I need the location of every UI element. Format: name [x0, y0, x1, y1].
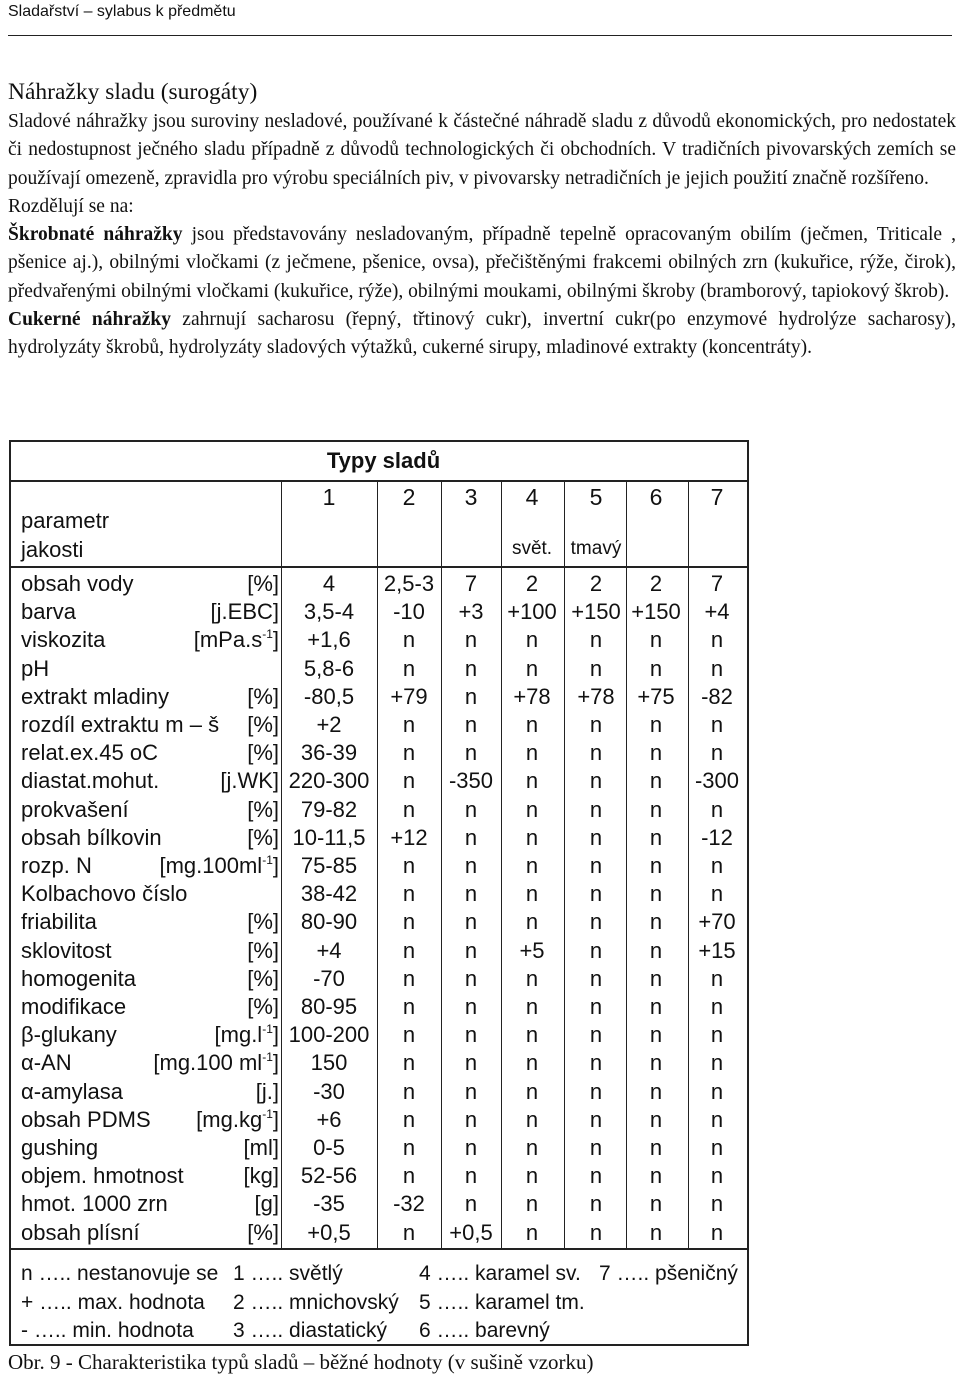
parameter-unit: [j.EBC] — [210, 599, 279, 625]
cell-value: n — [402, 1078, 416, 1104]
parameter-name: modifikace — [21, 994, 127, 1019]
cell-value: 150 — [310, 1050, 348, 1076]
cell-value: n — [649, 1106, 663, 1132]
cell-value: n — [649, 1022, 663, 1048]
parameter-name: pH — [21, 655, 50, 681]
parameter-unit: [%] — [247, 740, 279, 766]
table-row — [11, 655, 747, 683]
cell-value: n — [589, 1106, 603, 1132]
column-header-7: 7 — [710, 484, 724, 510]
cell-value: n — [402, 909, 416, 935]
parameter-unit: [%] — [247, 683, 279, 709]
table-row — [11, 965, 747, 993]
table-row — [11, 993, 747, 1021]
cell-value: n — [649, 1078, 663, 1104]
cell-value: +3 — [458, 599, 484, 625]
cell-value: n — [589, 965, 603, 991]
cell-value: 2 — [649, 571, 663, 596]
cell-value: n — [464, 909, 478, 935]
legend-item: 4 ….. karamel sv. — [419, 1262, 581, 1285]
cell-value: n — [402, 1219, 416, 1245]
cell-value: +4 — [316, 937, 342, 963]
table-row — [11, 598, 747, 626]
table-row — [11, 1190, 747, 1218]
cell-value: +100 — [507, 599, 557, 625]
legend-item: - ….. min. hodnota — [21, 1319, 194, 1342]
cell-value: n — [525, 1106, 539, 1132]
starch-paragraph — [8, 221, 956, 306]
cell-value: n — [649, 994, 663, 1019]
parameter-unit: [%] — [247, 796, 279, 822]
table-row — [11, 1219, 747, 1247]
table-row — [11, 1134, 747, 1162]
cell-value: n — [710, 1163, 724, 1189]
parameter-unit: [mg.100 $ml^{-1}$] — [153, 1050, 279, 1076]
cell-value: n — [589, 796, 603, 822]
cell-value: n — [464, 1135, 478, 1160]
section-heading: Náhražky sladu (surogáty) — [8, 79, 258, 105]
cell-value: n — [710, 1106, 724, 1132]
cell-value: +78 — [513, 683, 551, 709]
cell-value: 80-90 — [300, 909, 358, 935]
column-header-6: 6 — [649, 484, 663, 510]
page-header — [8, 0, 952, 36]
parameter-name: β-glukany — [21, 1022, 117, 1048]
starch-term: Škrobnaté náhražky — [8, 224, 183, 246]
parameter-unit: [%] — [247, 712, 279, 737]
cell-value: n — [710, 965, 724, 991]
parameter-unit: [%] — [247, 937, 279, 963]
cell-value: n — [589, 740, 603, 766]
cell-value: 79-82 — [300, 796, 358, 822]
cell-value: n — [525, 1163, 539, 1189]
cell-value: 7 — [464, 571, 478, 596]
cell-value: n — [589, 1163, 603, 1189]
cell-value: n — [402, 1022, 416, 1048]
cell-value: n — [649, 937, 663, 963]
cell-value: n — [589, 937, 603, 963]
figure-caption: Obr. 9 - Charakteristika typů sladů – běžné hodnoty (v sušině vzorku) — [8, 1350, 594, 1374]
cell-value: n — [525, 965, 539, 991]
table-row — [11, 1078, 747, 1106]
intro-paragraph: Sladové náhražky jsou suroviny nesladové, používané k částečné náhradě sladu z důvodů ekonomických, pro nedostatek či nedostupnost ječného sladu případně z důvodů technologických či obchodních. V tradičních pivovarských zemích se používají omezeně, zpravidla pro výrobu speciálních piv, v pivovarsky netradičních je jejich použití značně rozšířeno. — [8, 111, 956, 189]
cell-value: 2 — [589, 571, 603, 596]
cell-value: n — [589, 655, 603, 681]
cell-value: n — [464, 994, 478, 1019]
param-label-2: jakosti — [21, 537, 84, 562]
parameter-unit: $[mg.kg^{-1}]$ — [196, 1106, 279, 1132]
table-row — [11, 767, 747, 795]
table-row — [11, 626, 747, 654]
cell-value: n — [464, 965, 478, 991]
cell-value: -350 — [448, 768, 494, 794]
cell-value: n — [525, 824, 539, 850]
parameter-name: sklovitost — [21, 937, 112, 963]
cell-value: 7 — [710, 571, 724, 596]
cell-value: n — [710, 994, 724, 1019]
cell-value: n — [649, 1163, 663, 1189]
cell-value: n — [525, 740, 539, 766]
cell-value: n — [402, 994, 416, 1019]
legend-item: 6 ….. barevný — [419, 1319, 550, 1342]
cell-value: n — [464, 1163, 478, 1189]
parameter-unit: [%] — [247, 824, 279, 850]
cell-value: n — [589, 1050, 603, 1076]
parameter-name: homogenita — [21, 965, 136, 991]
parameter-name: α-amylasa — [21, 1078, 123, 1104]
cell-value: n — [589, 994, 603, 1019]
cell-value: +15 — [698, 937, 736, 963]
cell-value: n — [649, 965, 663, 991]
cell-value: n — [710, 627, 724, 653]
cell-value: n — [464, 655, 478, 681]
table-row — [11, 1106, 747, 1134]
cell-value: n — [589, 853, 603, 878]
parameter-name: obsah bílkovin — [21, 824, 162, 850]
cell-value: 52-56 — [300, 1163, 358, 1189]
parameter-unit: [ml] — [243, 1135, 279, 1160]
cell-value: 2,5-3 — [383, 571, 435, 596]
cell-value: n — [402, 1050, 416, 1076]
parameter-name: rozp. N — [21, 853, 92, 878]
table-row — [11, 908, 747, 936]
cell-value: n — [525, 994, 539, 1019]
cell-value: -82 — [701, 683, 733, 709]
cell-value: +6 — [316, 1106, 342, 1132]
parameter-name: barva — [21, 599, 77, 625]
cell-value: -32 — [393, 1191, 425, 1217]
cell-value: n — [464, 627, 478, 653]
column-subheader-5: tmavý — [570, 538, 622, 559]
parameter-unit: [j.WK] — [220, 768, 279, 794]
cell-value: -80,5 — [303, 683, 355, 709]
cell-value: n — [525, 881, 539, 907]
column-divider-2 — [377, 480, 378, 1248]
cell-value: n — [710, 1078, 724, 1104]
cell-value: n — [589, 712, 603, 737]
legend-divider — [11, 1248, 747, 1250]
column-divider-4 — [501, 480, 502, 1248]
cell-value: n — [589, 1219, 603, 1245]
cell-value: +2 — [316, 712, 342, 737]
cell-value: -10 — [393, 599, 425, 625]
parameter-name: α-AN — [21, 1050, 72, 1076]
cell-value: n — [649, 1219, 663, 1245]
cell-value: n — [402, 655, 416, 681]
legend-item: + ….. max. hodnota — [21, 1290, 205, 1314]
param-label-1: parametr — [21, 508, 110, 533]
cell-value: 2 — [525, 571, 539, 596]
cell-value: +1,6 — [307, 627, 351, 653]
cell-value: n — [649, 853, 663, 878]
column-divider-6 — [626, 480, 627, 1248]
parameter-name: viskozita — [21, 627, 106, 653]
table-row — [11, 1049, 747, 1077]
cell-value: n — [649, 796, 663, 822]
legend-item: 5 ….. karamel tm. — [419, 1290, 585, 1314]
table-row — [11, 880, 747, 908]
table-row — [11, 824, 747, 852]
starch-text: jsou představovány nesladovaným, případně tepelně opracovaným obilím (ječmen, Triticale , pšenice aj.), obilnými vločkami (z ječmene, pšenice, ovsa), přečištěnými frakcemi obilných zrn (kukuřice, rýže, čirok), předvařenými obilnými vločkami (kukuřice, rýže), obilnými moukami, obilnými škroby (bramborový, tapiokový škrob). — [8, 224, 956, 302]
cell-value: n — [525, 1022, 539, 1048]
cell-value: n — [464, 1106, 478, 1132]
cell-value: 75-85 — [300, 853, 358, 878]
table-row — [11, 570, 747, 598]
cell-value: n — [402, 853, 416, 878]
document-body — [8, 76, 956, 363]
header-divider — [11, 566, 747, 568]
cell-value: n — [649, 824, 663, 850]
cell-value: +0,5 — [307, 1219, 351, 1245]
parameter-unit: [%] — [247, 909, 279, 935]
cell-value: n — [525, 1191, 539, 1217]
cell-value: n — [589, 1135, 603, 1160]
cell-value: n — [464, 796, 478, 822]
parameter-unit: [%] — [247, 994, 279, 1019]
cell-value: n — [402, 796, 416, 822]
legend-item: 3 ….. diastatický — [233, 1319, 388, 1342]
cell-value: n — [649, 1050, 663, 1076]
cell-value: n — [589, 768, 603, 794]
parameter-name: obsah plísní — [21, 1219, 140, 1245]
cell-value: 0-5 — [313, 1135, 345, 1160]
parameter-name: prokvašení — [21, 796, 129, 822]
table-row — [11, 739, 747, 767]
table-row — [11, 852, 747, 880]
cell-value: n — [525, 655, 539, 681]
cell-value: n — [464, 937, 478, 963]
column-subheader-4: svět. — [511, 538, 553, 559]
cell-value: n — [402, 1106, 416, 1132]
cell-value: n — [402, 768, 416, 794]
parameter-unit: $[mg.l^{-1}]$ — [214, 1022, 279, 1048]
column-header-4: 4 — [525, 484, 539, 510]
cell-value: +70 — [698, 909, 736, 935]
cell-value: n — [710, 740, 724, 766]
cell-value: n — [464, 1022, 478, 1048]
cell-value: n — [464, 740, 478, 766]
cell-value: +5 — [519, 937, 545, 963]
cell-value: n — [649, 655, 663, 681]
legend-item: 7 ….. pšeničný — [599, 1262, 738, 1285]
parameter-unit: [kg] — [243, 1163, 279, 1189]
column-header-5: 5 — [589, 484, 603, 510]
parameter-name: objem. hmotnost — [21, 1163, 184, 1189]
parameter-name: hmot. 1000 zrn — [21, 1191, 168, 1217]
cell-value: n — [464, 853, 478, 878]
parameter-unit: $[mg.100ml^{-1}]$ — [159, 853, 279, 878]
table-row — [11, 796, 747, 824]
cell-value: +0,5 — [449, 1219, 493, 1245]
cell-value: +4 — [704, 599, 730, 625]
table-row — [11, 1021, 747, 1049]
cell-value: n — [525, 712, 539, 737]
cell-value: n — [464, 1191, 478, 1217]
cell-value: n — [464, 1078, 478, 1104]
cell-value: n — [525, 909, 539, 935]
cell-value: n — [525, 1050, 539, 1076]
cell-value: 3,5-4 — [303, 599, 355, 625]
cell-value: n — [402, 937, 416, 963]
parameter-unit: [g] — [254, 1191, 279, 1217]
cell-value: -30 — [313, 1078, 345, 1104]
cell-value: n — [402, 712, 416, 737]
cell-value: n — [525, 1219, 539, 1245]
cell-value: 4 — [322, 571, 336, 596]
cell-value: n — [464, 683, 478, 709]
parameter-unit: $[mPa.s^{-1}]$ — [193, 627, 279, 653]
cell-value: n — [464, 824, 478, 850]
table-row — [11, 937, 747, 965]
cell-value: n — [525, 1135, 539, 1160]
table-row — [11, 711, 747, 739]
table-row — [11, 1162, 747, 1190]
parameter-name: rozdíl extraktu m – š — [21, 712, 220, 737]
cell-value: n — [402, 965, 416, 991]
parameter-unit: [%] — [247, 571, 279, 596]
cell-value: n — [464, 712, 478, 737]
table-row — [11, 683, 747, 711]
cell-value: +12 — [390, 824, 428, 850]
cell-value: n — [525, 627, 539, 653]
cell-value: n — [649, 768, 663, 794]
cell-value: n — [589, 627, 603, 653]
cell-value: -35 — [313, 1191, 345, 1217]
cell-value: 38-42 — [300, 881, 358, 907]
parameter-unit: [%] — [247, 1219, 279, 1245]
column-header-3: 3 — [464, 484, 478, 510]
cell-value: 36-39 — [300, 740, 358, 766]
parameter-name: obsah PDMS — [21, 1106, 151, 1132]
cell-value: n — [649, 909, 663, 935]
cell-value: n — [589, 909, 603, 935]
column-header-2: 2 — [402, 484, 416, 510]
malt-types-table — [9, 440, 749, 1346]
cell-value: n — [402, 740, 416, 766]
cell-value: 5,8-6 — [303, 655, 355, 681]
parameter-name: obsah vody — [21, 571, 134, 596]
parameter-name: extrakt mladiny — [21, 683, 169, 709]
cell-value: n — [710, 1050, 724, 1076]
cell-value: n — [525, 1078, 539, 1104]
parameter-unit: [%] — [247, 965, 279, 991]
sugar-paragraph — [8, 306, 956, 363]
cell-value: n — [649, 712, 663, 737]
cell-value: n — [710, 655, 724, 681]
cell-value: n — [649, 881, 663, 907]
cell-value: n — [710, 1191, 724, 1217]
cell-value: n — [525, 853, 539, 878]
cell-value: n — [402, 627, 416, 653]
cell-value: +79 — [390, 683, 428, 709]
parameter-name: relat.ex.45 oC — [21, 740, 158, 766]
cell-value: n — [464, 1050, 478, 1076]
parameter-name: friabilita — [21, 909, 97, 935]
cell-value: n — [525, 768, 539, 794]
legend-item: n ….. nestanovuje se — [21, 1262, 219, 1285]
table-title-bar — [11, 442, 747, 482]
column-divider-5 — [564, 480, 565, 1248]
cell-value: -12 — [701, 824, 733, 850]
cell-value: n — [710, 1219, 724, 1245]
cell-value: n — [589, 881, 603, 907]
cell-value: +78 — [577, 683, 615, 709]
parameter-name: gushing — [21, 1135, 99, 1160]
cell-value: n — [649, 1135, 663, 1160]
column-divider-7 — [688, 480, 689, 1248]
legend-item: 2 ….. mnichovský — [233, 1290, 399, 1314]
cell-value: n — [649, 1191, 663, 1217]
column-divider-3 — [441, 480, 442, 1248]
cell-value: +150 — [631, 599, 681, 625]
cell-value: 10-11,5 — [292, 824, 366, 850]
table-title: Typy sladů — [326, 448, 441, 473]
cell-value: n — [464, 881, 478, 907]
cell-value: n — [710, 1022, 724, 1048]
cell-value: n — [649, 740, 663, 766]
cell-value: n — [589, 1191, 603, 1217]
cell-value: n — [710, 881, 724, 907]
cell-value: n — [589, 824, 603, 850]
parameter-name: diastat.mohut. — [21, 768, 160, 794]
sugar-term: Cukerné náhražky — [8, 309, 171, 331]
cell-value: n — [589, 1078, 603, 1104]
parameter-unit: [j.] — [255, 1078, 279, 1104]
cell-value: 220-300 — [288, 768, 370, 794]
cell-value: 100-200 — [288, 1022, 370, 1048]
split-paragraph: Rozdělují se na: — [8, 195, 134, 217]
column-divider-1 — [281, 480, 282, 1248]
cell-value: n — [589, 1022, 603, 1048]
legend-item: 1 ….. světlý — [233, 1262, 343, 1285]
cell-value: -300 — [694, 768, 740, 794]
cell-value: n — [649, 627, 663, 653]
cell-value: n — [402, 1163, 416, 1189]
cell-value: n — [525, 796, 539, 822]
cell-value: n — [710, 853, 724, 878]
sugar-text: zahrnují sacharosu (řepný, třtinový cukr), invertní cukr(po enzymové hydrolýze sacharosy), hydrolyzáty škrobů, hydrolyzáty sladových výtažků, cukerné sirupy, mladinové extrakty (koncentráty). — [8, 309, 956, 359]
cell-value: n — [710, 712, 724, 737]
parameter-name: Kolbachovo číslo — [21, 881, 188, 907]
cell-value: +150 — [571, 599, 621, 625]
cell-value: 80-95 — [300, 994, 358, 1019]
cell-value: n — [402, 881, 416, 907]
cell-value: n — [710, 796, 724, 822]
cell-value: -70 — [313, 965, 345, 991]
cell-value: +75 — [637, 683, 675, 709]
column-header-1: 1 — [322, 484, 336, 510]
cell-value: n — [402, 1135, 416, 1160]
cell-value: n — [710, 1135, 724, 1160]
header-title: Sladařství – sylabus k předmětu — [8, 3, 236, 20]
